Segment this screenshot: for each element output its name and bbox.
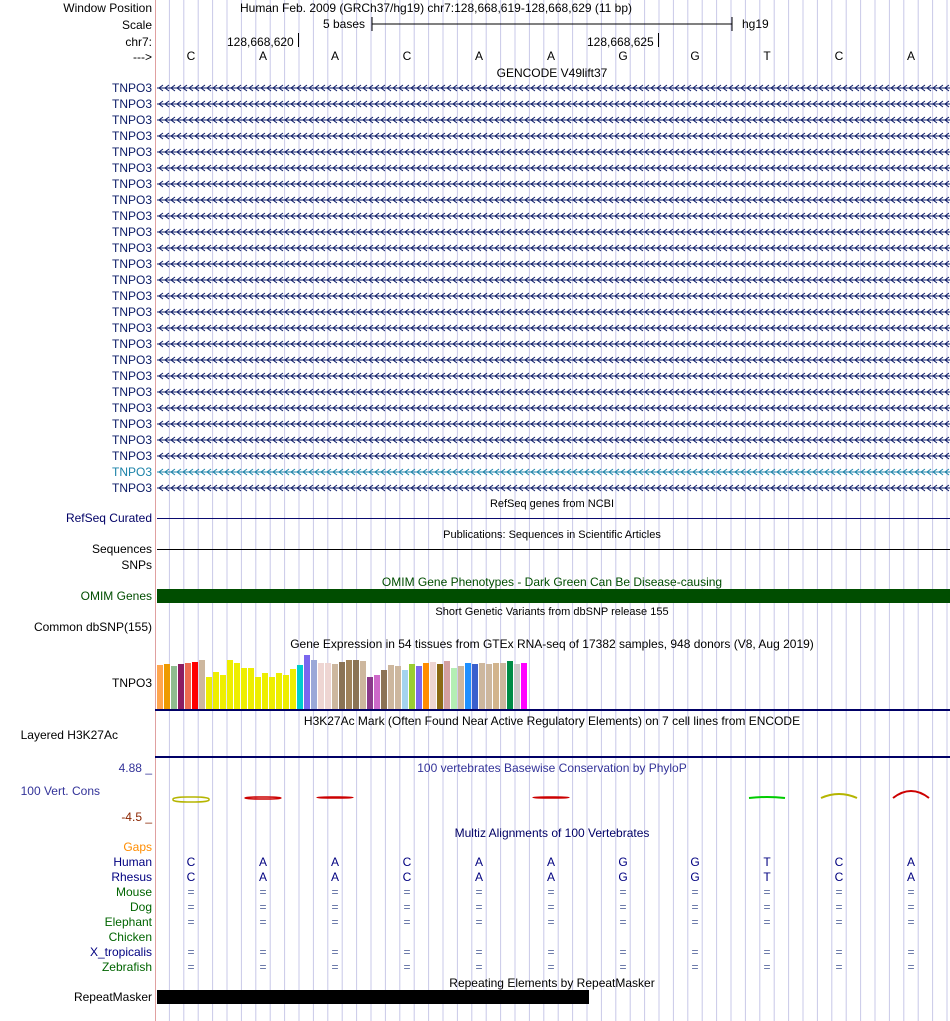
gtex-tissue-bar[interactable]	[500, 663, 506, 709]
gencode-transcript[interactable]	[157, 293, 950, 299]
alignment-base: =	[403, 900, 411, 914]
alignment-base: =	[475, 960, 483, 974]
gencode-row-label[interactable]: TNPO3	[111, 113, 152, 127]
gtex-tissue-bar[interactable]	[290, 669, 296, 709]
alignment-base: =	[187, 945, 195, 959]
gencode-row-label[interactable]: TNPO3	[111, 257, 152, 271]
alignment-base: A	[258, 870, 268, 884]
gencode-transcript[interactable]	[157, 389, 950, 395]
species-label[interactable]: Dog	[129, 900, 152, 914]
alignment-base: =	[547, 945, 555, 959]
gtex-tissue-bar[interactable]	[164, 664, 170, 709]
alignment-base: =	[619, 960, 627, 974]
alignment-base: =	[619, 900, 627, 914]
ruler-base: A	[906, 49, 916, 63]
gtex-tissue-bar[interactable]	[507, 661, 513, 709]
alignment-base: =	[547, 915, 555, 929]
alignment-base: =	[835, 915, 843, 929]
repeatmasker-track-label[interactable]: RepeatMasker	[73, 990, 152, 1004]
alignment-base: A	[258, 855, 268, 869]
ruler-base: A	[258, 49, 268, 63]
gtex-tissue-bar[interactable]	[395, 666, 401, 709]
alignment-base: A	[474, 855, 484, 869]
alignment-base: A	[906, 870, 916, 884]
gtex-bar-chart[interactable]	[155, 651, 950, 711]
species-label[interactable]: Chicken	[108, 930, 152, 944]
gencode-transcript[interactable]	[157, 469, 950, 475]
gencode-transcript[interactable]	[157, 325, 950, 331]
alignment-base: =	[835, 945, 843, 959]
gencode-row-label[interactable]: TNPO3	[111, 81, 152, 95]
alignment-base: =	[763, 960, 771, 974]
gencode-row-label[interactable]: TNPO3	[111, 385, 152, 399]
gtex-tissue-bar[interactable]	[458, 666, 464, 709]
alignment-base: =	[403, 885, 411, 899]
gencode-transcript[interactable]	[157, 405, 950, 411]
gencode-transcript[interactable]	[157, 213, 950, 219]
alignment-base: =	[907, 960, 915, 974]
alignment-base: =	[259, 900, 267, 914]
snps-track-label[interactable]: SNPs	[121, 558, 152, 572]
alignment-base: =	[763, 915, 771, 929]
gencode-transcript[interactable]	[157, 261, 950, 267]
gtex-tissue-bar[interactable]	[465, 663, 471, 709]
cons-score-mark	[173, 797, 209, 802]
dbsnp-track-title: Short Genetic Variants from dbSNP release 155	[435, 606, 669, 618]
ruler-base: C	[402, 49, 412, 63]
gtex-tissue-bar[interactable]	[213, 672, 219, 709]
gencode-transcript[interactable]	[157, 85, 950, 91]
gtex-tissue-bar[interactable]	[360, 661, 366, 709]
cons-score-mark	[821, 794, 857, 798]
gtex-tissue-bar[interactable]	[402, 670, 408, 709]
strand-label: --->	[133, 50, 152, 64]
gtex-tissue-bar[interactable]	[339, 662, 345, 709]
alignment-base: =	[691, 900, 699, 914]
alignment-base: =	[691, 960, 699, 974]
gencode-transcript[interactable]	[157, 357, 950, 363]
h3k27ac-track-label[interactable]: Layered H3K27Ac	[20, 728, 118, 742]
ruler-base: A	[474, 49, 484, 63]
cons-wiggle[interactable]	[155, 780, 950, 820]
alignment-base: =	[331, 960, 339, 974]
alignment-base: A	[546, 855, 556, 869]
gtex-tissue-bar[interactable]	[346, 660, 352, 709]
gencode-transcript[interactable]	[157, 165, 950, 171]
alignment-base: =	[475, 885, 483, 899]
alignment-base: =	[907, 915, 915, 929]
alignment-base: =	[187, 900, 195, 914]
gencode-row-label[interactable]: TNPO3	[111, 225, 152, 239]
gtex-tissue-bar[interactable]	[199, 660, 205, 709]
alignment-base: =	[835, 960, 843, 974]
gencode-transcript[interactable]	[157, 309, 950, 315]
alignment-base: =	[187, 960, 195, 974]
gencode-row-label[interactable]: TNPO3	[111, 417, 152, 431]
gencode-transcript[interactable]	[157, 421, 950, 427]
alignment-base: =	[331, 915, 339, 929]
repeatmasker-feature[interactable]	[157, 990, 589, 1004]
assembly-short: hg19	[742, 17, 769, 31]
alignment-base: =	[403, 945, 411, 959]
gencode-transcript[interactable]	[157, 117, 950, 123]
alignment-base: G	[690, 855, 700, 869]
gtex-tissue-bar[interactable]	[479, 663, 485, 709]
gtex-tissue-bar[interactable]	[234, 663, 240, 709]
gencode-transcript[interactable]	[157, 133, 950, 139]
species-label[interactable]: Mouse	[115, 885, 152, 899]
publications-line[interactable]	[157, 549, 950, 550]
gencode-row-label[interactable]: TNPO3	[111, 337, 152, 351]
gtex-tissue-bar[interactable]	[381, 670, 387, 709]
gencode-row-label[interactable]: TNPO3	[111, 177, 152, 191]
alignment-base: =	[331, 945, 339, 959]
ruler-base: G	[690, 49, 700, 63]
gencode-transcript[interactable]	[157, 485, 950, 491]
gencode-row-label[interactable]: TNPO3	[111, 433, 152, 447]
gtex-tissue-bar[interactable]	[297, 665, 303, 709]
alignment-base: =	[691, 885, 699, 899]
gtex-tissue-bar[interactable]	[388, 665, 394, 709]
gtex-tissue-bar[interactable]	[192, 662, 198, 709]
gencode-transcript[interactable]	[157, 101, 950, 107]
alignment-base: =	[259, 945, 267, 959]
alignment-base: =	[331, 885, 339, 899]
gtex-tissue-bar[interactable]	[353, 660, 359, 709]
alignment-base: C	[186, 870, 196, 884]
coord-tick-1: 128,668,620	[227, 35, 294, 49]
sequences-track-label[interactable]: Sequences	[91, 542, 152, 556]
gtex-tissue-bar[interactable]	[514, 664, 520, 709]
alignment-base: =	[403, 915, 411, 929]
ruler-base: A	[330, 49, 340, 63]
gtex-tissue-bar[interactable]	[311, 660, 317, 709]
gtex-tissue-bar[interactable]	[486, 664, 492, 709]
track-labels-column	[0, 0, 155, 1021]
gencode-track[interactable]	[155, 80, 950, 500]
alignment-base: =	[187, 885, 195, 899]
gencode-row-label[interactable]: TNPO3	[111, 129, 152, 143]
alignment-base: C	[186, 855, 196, 869]
repeatmasker-track-title: Repeating Elements by RepeatMasker	[449, 976, 655, 990]
gtex-tissue-bar[interactable]	[332, 664, 338, 709]
gencode-row-label[interactable]: TNPO3	[111, 209, 152, 223]
gencode-row-label[interactable]: TNPO3	[111, 465, 152, 479]
alignment-base: C	[834, 870, 844, 884]
dbsnp-track-label[interactable]: Common dbSNP(155)	[33, 620, 152, 634]
gencode-row-label[interactable]: TNPO3	[111, 353, 152, 367]
gtex-tissue-bar[interactable]	[283, 675, 289, 709]
chrom-label: chr7:	[125, 35, 152, 49]
gtex-tissue-bar[interactable]	[304, 655, 310, 709]
gencode-transcript[interactable]	[157, 181, 950, 187]
gencode-transcript[interactable]	[157, 245, 950, 251]
gencode-transcript[interactable]	[157, 149, 950, 155]
gtex-tissue-bar[interactable]	[185, 663, 191, 709]
alignment-base: =	[763, 885, 771, 899]
gencode-row-label[interactable]: TNPO3	[111, 305, 152, 319]
coord-tick-1-mark	[298, 33, 299, 47]
gtex-tissue-bar[interactable]	[409, 664, 415, 709]
gencode-transcript[interactable]	[157, 229, 950, 235]
gaps-label: Gaps	[123, 840, 152, 854]
gtex-tissue-bar[interactable]	[178, 664, 184, 709]
omim-feature-bar[interactable]	[157, 589, 950, 603]
window-position-label: Window Position	[63, 1, 152, 15]
cons-score-mark	[893, 791, 929, 798]
omim-track-title: OMIM Gene Phenotypes - Dark Green Can Be Disease-causing	[381, 575, 723, 589]
cons-score-mark	[317, 797, 353, 798]
alignment-base: C	[834, 855, 844, 869]
gencode-row-label[interactable]: TNPO3	[111, 449, 152, 463]
alignment-base: =	[259, 915, 267, 929]
cons-score-mark	[533, 797, 569, 798]
species-label[interactable]: Human	[113, 855, 152, 869]
gencode-transcript[interactable]	[157, 341, 950, 347]
alignment-base: A	[330, 855, 340, 869]
gtex-tissue-bar[interactable]	[437, 664, 443, 709]
gtex-tissue-bar[interactable]	[430, 662, 436, 709]
gencode-transcript[interactable]	[157, 453, 950, 459]
track-data-area[interactable]	[155, 0, 950, 1021]
alignment-base: =	[619, 945, 627, 959]
gtex-tissue-bar[interactable]	[374, 675, 380, 709]
gencode-transcript[interactable]	[157, 373, 950, 379]
coord-tick-2-mark	[658, 33, 659, 47]
alignment-base: =	[619, 915, 627, 929]
gtex-tissue-bar[interactable]	[325, 663, 331, 709]
gencode-row-label[interactable]: TNPO3	[111, 289, 152, 303]
species-label[interactable]: Elephant	[104, 915, 152, 929]
coord-tick-2: 128,668,625	[587, 35, 654, 49]
alignment-base: T	[763, 855, 771, 869]
alignment-base: =	[547, 900, 555, 914]
alignment-base: =	[691, 945, 699, 959]
cons-ymin-label: -4.5 _	[121, 810, 152, 824]
gtex-tissue-bar[interactable]	[220, 675, 226, 709]
gencode-row-label[interactable]: TNPO3	[111, 145, 152, 159]
multiz-track-title: Multiz Alignments of 100 Vertebrates	[454, 826, 650, 840]
gtex-tissue-bar[interactable]	[451, 668, 457, 709]
scale-label: Scale	[121, 18, 152, 32]
alignment-base: A	[330, 870, 340, 884]
ruler-base: G	[618, 49, 628, 63]
alignment-base: =	[907, 885, 915, 899]
alignment-base: A	[546, 870, 556, 884]
gtex-tissue-bar[interactable]	[318, 663, 324, 709]
scale-bar	[370, 16, 735, 32]
gtex-tissue-bar[interactable]	[416, 666, 422, 709]
gtex-tissue-bar[interactable]	[227, 660, 233, 709]
alignment-base: G	[690, 870, 700, 884]
gencode-transcript[interactable]	[157, 437, 950, 443]
species-label[interactable]: Rhesus	[111, 870, 152, 884]
gencode-transcript[interactable]	[157, 197, 950, 203]
gencode-row-label[interactable]: TNPO3	[111, 273, 152, 287]
gtex-tissue-bar[interactable]	[367, 677, 373, 709]
gtex-divider	[155, 709, 950, 711]
alignment-base: =	[907, 900, 915, 914]
gtex-tissue-bar[interactable]	[521, 663, 527, 709]
gtex-tissue-bar[interactable]	[241, 668, 247, 709]
gtex-tissue-bar[interactable]	[423, 663, 429, 709]
gtex-tissue-bar[interactable]	[255, 677, 261, 709]
cons-score-mark	[749, 797, 785, 798]
alignment-base: =	[763, 945, 771, 959]
alignment-base: =	[763, 900, 771, 914]
gtex-tissue-bar[interactable]	[269, 677, 275, 709]
alignment-base: C	[402, 870, 412, 884]
gtex-tissue-bar[interactable]	[171, 666, 177, 709]
gtex-tissue-bar[interactable]	[248, 668, 254, 709]
ruler-base: C	[834, 49, 844, 63]
alignment-base: A	[906, 855, 916, 869]
cons-track-label[interactable]: 100 Vert. Cons	[20, 784, 100, 798]
species-label[interactable]: Zebrafish	[101, 960, 152, 974]
gencode-row-label[interactable]: TNPO3	[111, 401, 152, 415]
gencode-row-label[interactable]: TNPO3	[111, 369, 152, 383]
alignment-base: =	[619, 885, 627, 899]
alignment-base: =	[475, 945, 483, 959]
omim-track-label[interactable]: OMIM Genes	[80, 589, 152, 603]
gencode-track-title: GENCODE V49lift37	[496, 66, 608, 80]
refseq-track-title: RefSeq genes from NCBI	[489, 498, 615, 510]
gencode-row-label[interactable]: TNPO3	[111, 193, 152, 207]
refseq-line[interactable]	[157, 518, 950, 519]
alignment-base: A	[474, 870, 484, 884]
cons-score-mark	[245, 797, 281, 799]
gtex-track-label[interactable]: TNPO3	[111, 676, 152, 690]
alignment-base: =	[835, 900, 843, 914]
gencode-row-label[interactable]: TNPO3	[111, 241, 152, 255]
alignment-base: =	[475, 915, 483, 929]
alignment-base: =	[835, 885, 843, 899]
alignment-base: =	[403, 960, 411, 974]
alignment-base: =	[475, 900, 483, 914]
gtex-track-title: Gene Expression in 54 tissues from GTEx RNA-seq of 17382 samples, 948 donors (V8, Aug 2019)	[290, 637, 814, 651]
alignment-base: =	[547, 960, 555, 974]
ruler-base: C	[186, 49, 196, 63]
gencode-row-label[interactable]: TNPO3	[111, 97, 152, 111]
alignment-base: C	[402, 855, 412, 869]
gencode-row-label[interactable]: TNPO3	[111, 481, 152, 495]
cons-ymax-label: 4.88 _	[118, 761, 152, 775]
gtex-tissue-bar[interactable]	[472, 664, 478, 709]
scale-text: 5 bases	[323, 17, 366, 31]
alignment-base: =	[259, 885, 267, 899]
alignment-base: =	[547, 885, 555, 899]
alignment-base: =	[907, 945, 915, 959]
publications-track-title: Publications: Sequences in Scientific Articles	[443, 529, 661, 541]
gtex-tissue-bar[interactable]	[206, 677, 212, 709]
alignment-base: =	[259, 960, 267, 974]
gtex-tissue-bar[interactable]	[444, 661, 450, 709]
gtex-tissue-bar[interactable]	[276, 673, 282, 709]
alignment-base: =	[331, 900, 339, 914]
assembly-title: Human Feb. 2009 (GRCh37/hg19) chr7:128,668,619-128,668,629 (11 bp)	[239, 1, 633, 15]
gtex-tissue-bar[interactable]	[157, 665, 163, 709]
cons-track-title: 100 vertebrates Basewise Conservation by PhyloP	[417, 761, 687, 775]
alignment-base: G	[618, 855, 628, 869]
gencode-row-label[interactable]: TNPO3	[111, 161, 152, 175]
ruler-base: A	[546, 49, 556, 63]
gtex-tissue-bar[interactable]	[493, 663, 499, 709]
alignment-base: =	[691, 915, 699, 929]
species-label[interactable]: X_tropicalis	[89, 945, 152, 959]
gtex-tissue-bar[interactable]	[262, 673, 268, 709]
alignment-base: =	[187, 915, 195, 929]
h3k27ac-divider	[155, 756, 950, 758]
gencode-transcript[interactable]	[157, 277, 950, 283]
alignment-base: G	[618, 870, 628, 884]
h3k27ac-track-title: H3K27Ac Mark (Often Found Near Active Regulatory Elements) on 7 cell lines from ENCODE	[303, 714, 801, 728]
ruler-base: T	[763, 49, 771, 63]
gencode-row-label[interactable]: TNPO3	[111, 321, 152, 335]
refseq-track-label[interactable]: RefSeq Curated	[65, 511, 152, 525]
alignment-base: T	[763, 870, 771, 884]
